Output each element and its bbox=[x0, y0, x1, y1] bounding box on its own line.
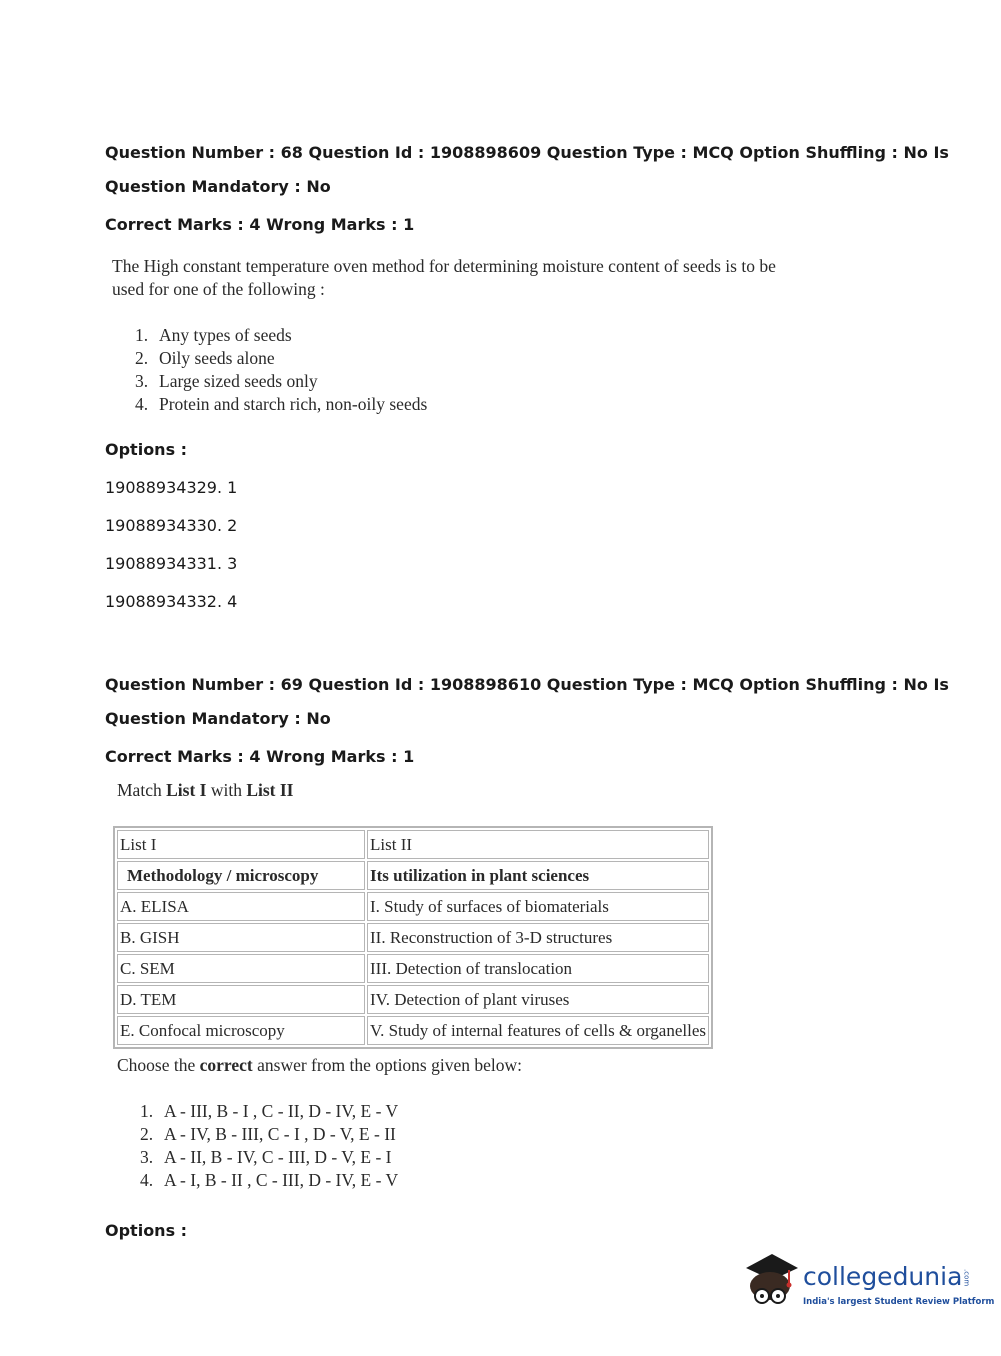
q69-choose-instruction: Choose the correct answer from the options given below: bbox=[117, 1055, 523, 1075]
table-cell: V. Study of internal features of cells & organelles bbox=[367, 1016, 709, 1045]
q68-stem bbox=[112, 255, 776, 301]
table-cell: B. GISH bbox=[117, 923, 365, 952]
table-cell: I. Study of surfaces of biomaterials bbox=[367, 892, 709, 921]
q69-choice-1: 1. A - III, B - I , C - II, D - IV, E - V bbox=[140, 1101, 399, 1121]
table-sub-list1: Methodology / microscopy bbox=[117, 861, 365, 890]
table-cell: C. SEM bbox=[117, 954, 365, 983]
q69-stem: Match List I with List II bbox=[117, 780, 294, 800]
q68-choice-4: 4. Protein and starch rich, non-oily seeds bbox=[135, 394, 428, 414]
q68-stem-line1: The High constant temperature oven method for determining moisture content of seeds is to be bbox=[112, 256, 776, 276]
table-cell: III. Detection of translocation bbox=[367, 954, 709, 983]
mascot-icon bbox=[740, 1248, 802, 1312]
table-cell: A. ELISA bbox=[117, 892, 365, 921]
q68-choice-3: 3. Large sized seeds only bbox=[135, 371, 318, 391]
q68-option-3: 19088934331. 3 bbox=[105, 554, 238, 573]
table-sub-list2: Its utilization in plant sciences bbox=[367, 861, 709, 890]
table-row bbox=[117, 954, 709, 983]
match-table bbox=[113, 826, 713, 1049]
q68-header-line1: Question Number : 68 Question Id : 1908898609 Question Type : MCQ Option Shuffling : No Is bbox=[105, 143, 949, 162]
table-row bbox=[117, 923, 709, 952]
q69-choice-3: 3. A - II, B - IV, C - III, D - V, E - I bbox=[140, 1147, 392, 1167]
q68-option-2: 19088934330. 2 bbox=[105, 516, 238, 535]
q69-choice-4: 4. A - I, B - II , C - III, D - IV, E - V bbox=[140, 1170, 399, 1190]
q68-options-label: Options : bbox=[105, 440, 188, 459]
q68-stem-line2: used for one of the following : bbox=[112, 279, 325, 299]
logo-tagline: India's largest Student Review Platform bbox=[803, 1297, 995, 1307]
logo-wordmark: collegedunia.com bbox=[803, 1262, 971, 1291]
q68-header-line2: Question Mandatory : No bbox=[105, 177, 331, 196]
q68-choice-2: 2. Oily seeds alone bbox=[135, 348, 275, 368]
table-row bbox=[117, 861, 709, 890]
table-row bbox=[117, 892, 709, 921]
q68-marks: Correct Marks : 4 Wrong Marks : 1 bbox=[105, 215, 415, 234]
q68-option-4: 19088934332. 4 bbox=[105, 592, 238, 611]
table-head-list1: List I bbox=[117, 830, 365, 859]
table-row bbox=[117, 830, 709, 859]
q69-choice-2: 2. A - IV, B - III, C - I , D - V, E - II bbox=[140, 1124, 396, 1144]
table-head-list2: List II bbox=[367, 830, 709, 859]
q69-header-line1: Question Number : 69 Question Id : 1908898610 Question Type : MCQ Option Shuffling : No Is bbox=[105, 675, 949, 694]
table-cell: IV. Detection of plant viruses bbox=[367, 985, 709, 1014]
table-cell: D. TEM bbox=[117, 985, 365, 1014]
q68-choices bbox=[135, 324, 427, 416]
q69-header-line2: Question Mandatory : No bbox=[105, 709, 331, 728]
q68-choice-1: 1. Any types of seeds bbox=[135, 325, 292, 345]
q69-choices bbox=[140, 1100, 398, 1192]
q69-options-label: Options : bbox=[105, 1221, 188, 1240]
q69-marks: Correct Marks : 4 Wrong Marks : 1 bbox=[105, 747, 415, 766]
table-cell: II. Reconstruction of 3-D structures bbox=[367, 923, 709, 952]
table-row bbox=[117, 1016, 709, 1045]
q68-option-1: 19088934329. 1 bbox=[105, 478, 238, 497]
table-cell: E. Confocal microscopy bbox=[117, 1016, 365, 1045]
table-row bbox=[117, 985, 709, 1014]
